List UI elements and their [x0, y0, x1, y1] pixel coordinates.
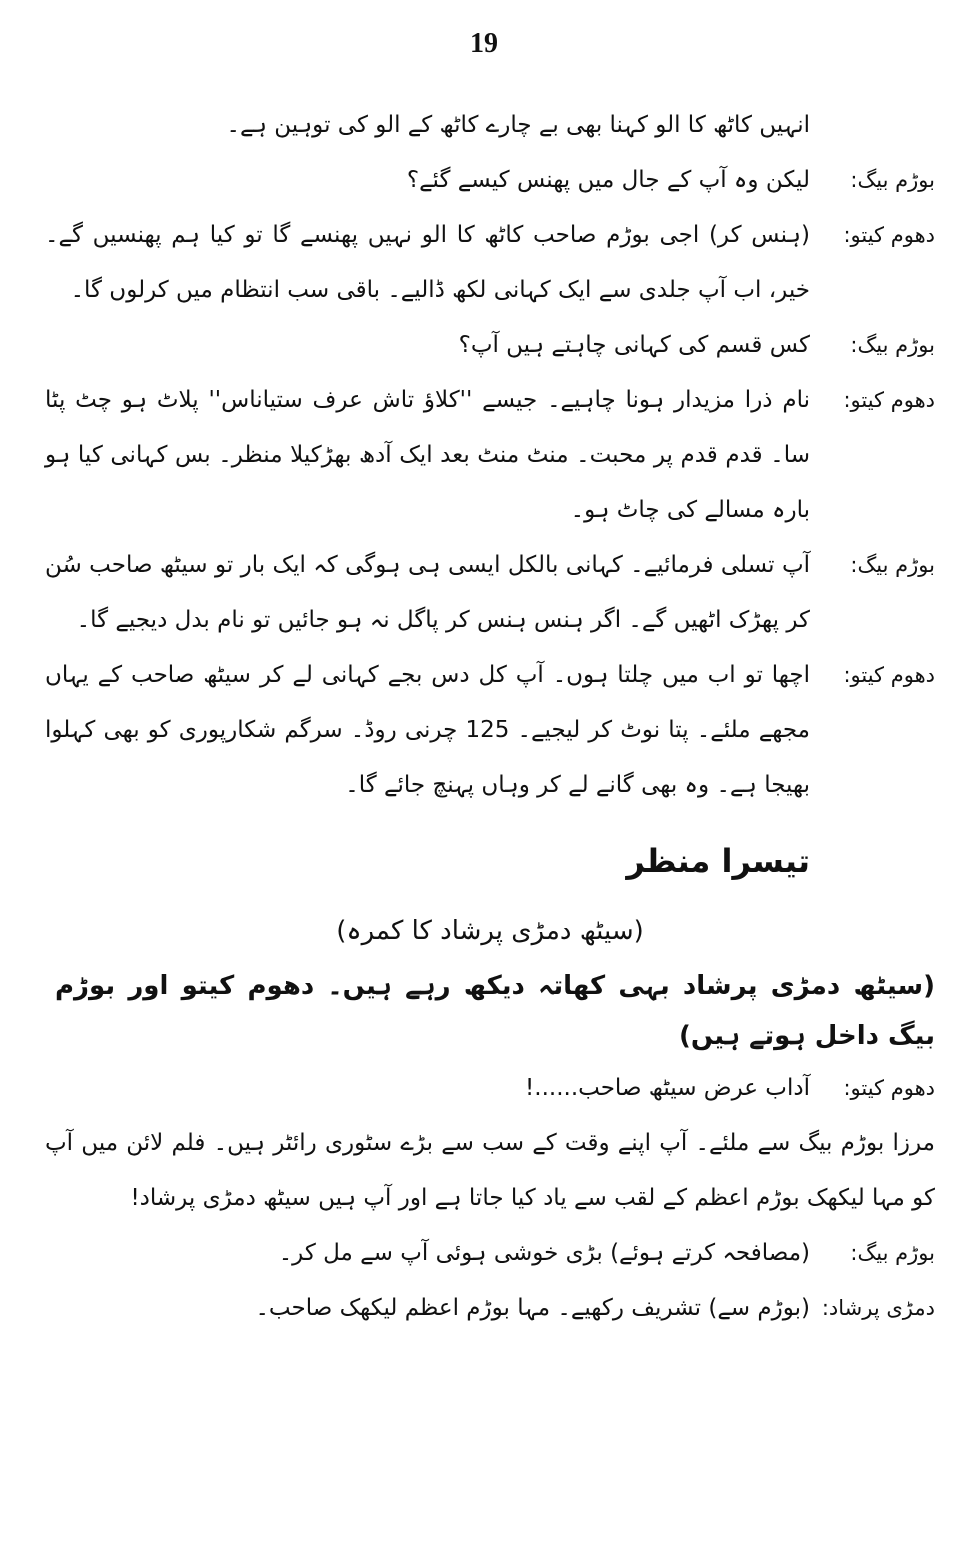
dialogue-line — [45, 373, 935, 538]
dialogue-line — [45, 538, 935, 648]
page-number: 19 — [470, 28, 498, 59]
dialogue-text: اچھا تو اب میں چلتا ہوں۔ آپ کل دس بجے کہانی لے کر سیٹھ صاحب کے یہاں مجھے ملئے۔ پتا نوٹ کر لیجیے۔ 125 چرنی روڈ۔ سرگم شکارپوری کو بھی کہلوا بھیجا ہے۔ وہ بھی گانے لے کر وہاں پہنچ جائے گا۔ — [45, 662, 810, 798]
scene-heading: تیسرا منظر — [626, 842, 810, 880]
dialogue-paragraph: مرزا بوڑم بیگ سے ملئے۔ آپ اپنے وقت کے سب سے بڑے سٹوری رائٹر ہیں۔ فلم لائن میں آپ کو مہا لیکھک بوڑم اعظم کے لقب سے یاد کیا جاتا ہے اور آپ ہیں سیٹھ دمڑی پرشاد! — [45, 1130, 935, 1211]
speaker-name: دمڑی پرشاد: — [821, 1296, 935, 1320]
dialogue-text: کس قسم کی کہانی چاہتے ہیں آپ؟ — [458, 332, 810, 358]
dialogue-text: آداب عرض سیٹھ صاحب......! — [525, 1075, 810, 1101]
dialogue-line — [45, 648, 935, 813]
dialogue-line — [45, 1061, 935, 1116]
dialogue-text: (مصافحہ کرتے ہوئے) بڑی خوشی ہوئی آپ سے مل کر۔ — [278, 1240, 810, 1266]
dialogue-line — [45, 153, 935, 208]
speaker-name: دھوم کیتو: — [843, 223, 935, 247]
scene-setting: (سیٹھ دمڑی پرشاد کا کمرہ) — [336, 916, 644, 946]
speaker-name: دھوم کیتو: — [843, 663, 935, 687]
dialogue-text: نام ذرا مزیدار ہونا چاہیے۔ جیسے ''کلاؤ تاش عرف ستیاناس'' پلاٹ ہو چٹ پٹا سا۔ قدم قدم پر محبت۔ منٹ منٹ بعد ایک آدھ بھڑکیلا منظر۔ بس کہانی کیا ہو بارہ مسالے کی چاٹ ہو۔ — [45, 387, 810, 523]
dialogue-text: (بوڑم سے) تشریف رکھیے۔ مہا بوڑم اعظم لیکھک صاحب۔ — [255, 1295, 810, 1321]
speaker-name: دھوم کیتو: — [843, 1076, 935, 1100]
dialogue-text: لیکن وہ آپ کے جال میں پھنس کیسے گئے؟ — [406, 167, 810, 193]
speaker-name: بوڑم بیگ: — [850, 168, 935, 192]
dialogue-text: (ہنس کر) اجی بوڑم صاحب کاٹھ کا الو نہیں پھنسے گا تو کیا ہم پھنسیں گے۔ خیر، اب آپ جلدی سے ایک کہانی لکھ ڈالیے۔ باقی سب انتظام میں کرلوں گا۔ — [45, 222, 810, 303]
speaker-name: دھوم کیتو: — [843, 388, 935, 412]
dialogue-line — [45, 1281, 935, 1336]
dialogue-continuation: انہیں کاٹھ کا الو کہنا بھی بے چارے کاٹھ کے الو کی توہین ہے۔ — [226, 112, 810, 138]
speaker-name: بوڑم بیگ: — [850, 1241, 935, 1265]
dialogue-line — [45, 1226, 935, 1281]
speaker-name: بوڑم بیگ: — [850, 553, 935, 577]
speaker-name: بوڑم بیگ: — [850, 333, 935, 357]
dialogue-text: آپ تسلی فرمائیے۔ کہانی بالکل ایسی ہی ہوگی کہ ایک بار تو سیٹھ صاحب سُن کر پھڑک اٹھیں گے۔ اگر ہنس ہنس کر پاگل نہ ہو جائیں تو نام بدل دیجیے گا۔ — [45, 552, 810, 633]
dialogue-line — [45, 208, 935, 318]
dialogue-line — [45, 318, 935, 373]
page-body — [45, 98, 935, 1336]
stage-direction: (سیٹھ دمڑی پرشاد بہی کھاتہ دیکھ رہے ہیں۔ دھوم کیتو اور بوڑم بیگ داخل ہوتے ہیں) — [55, 971, 935, 1051]
